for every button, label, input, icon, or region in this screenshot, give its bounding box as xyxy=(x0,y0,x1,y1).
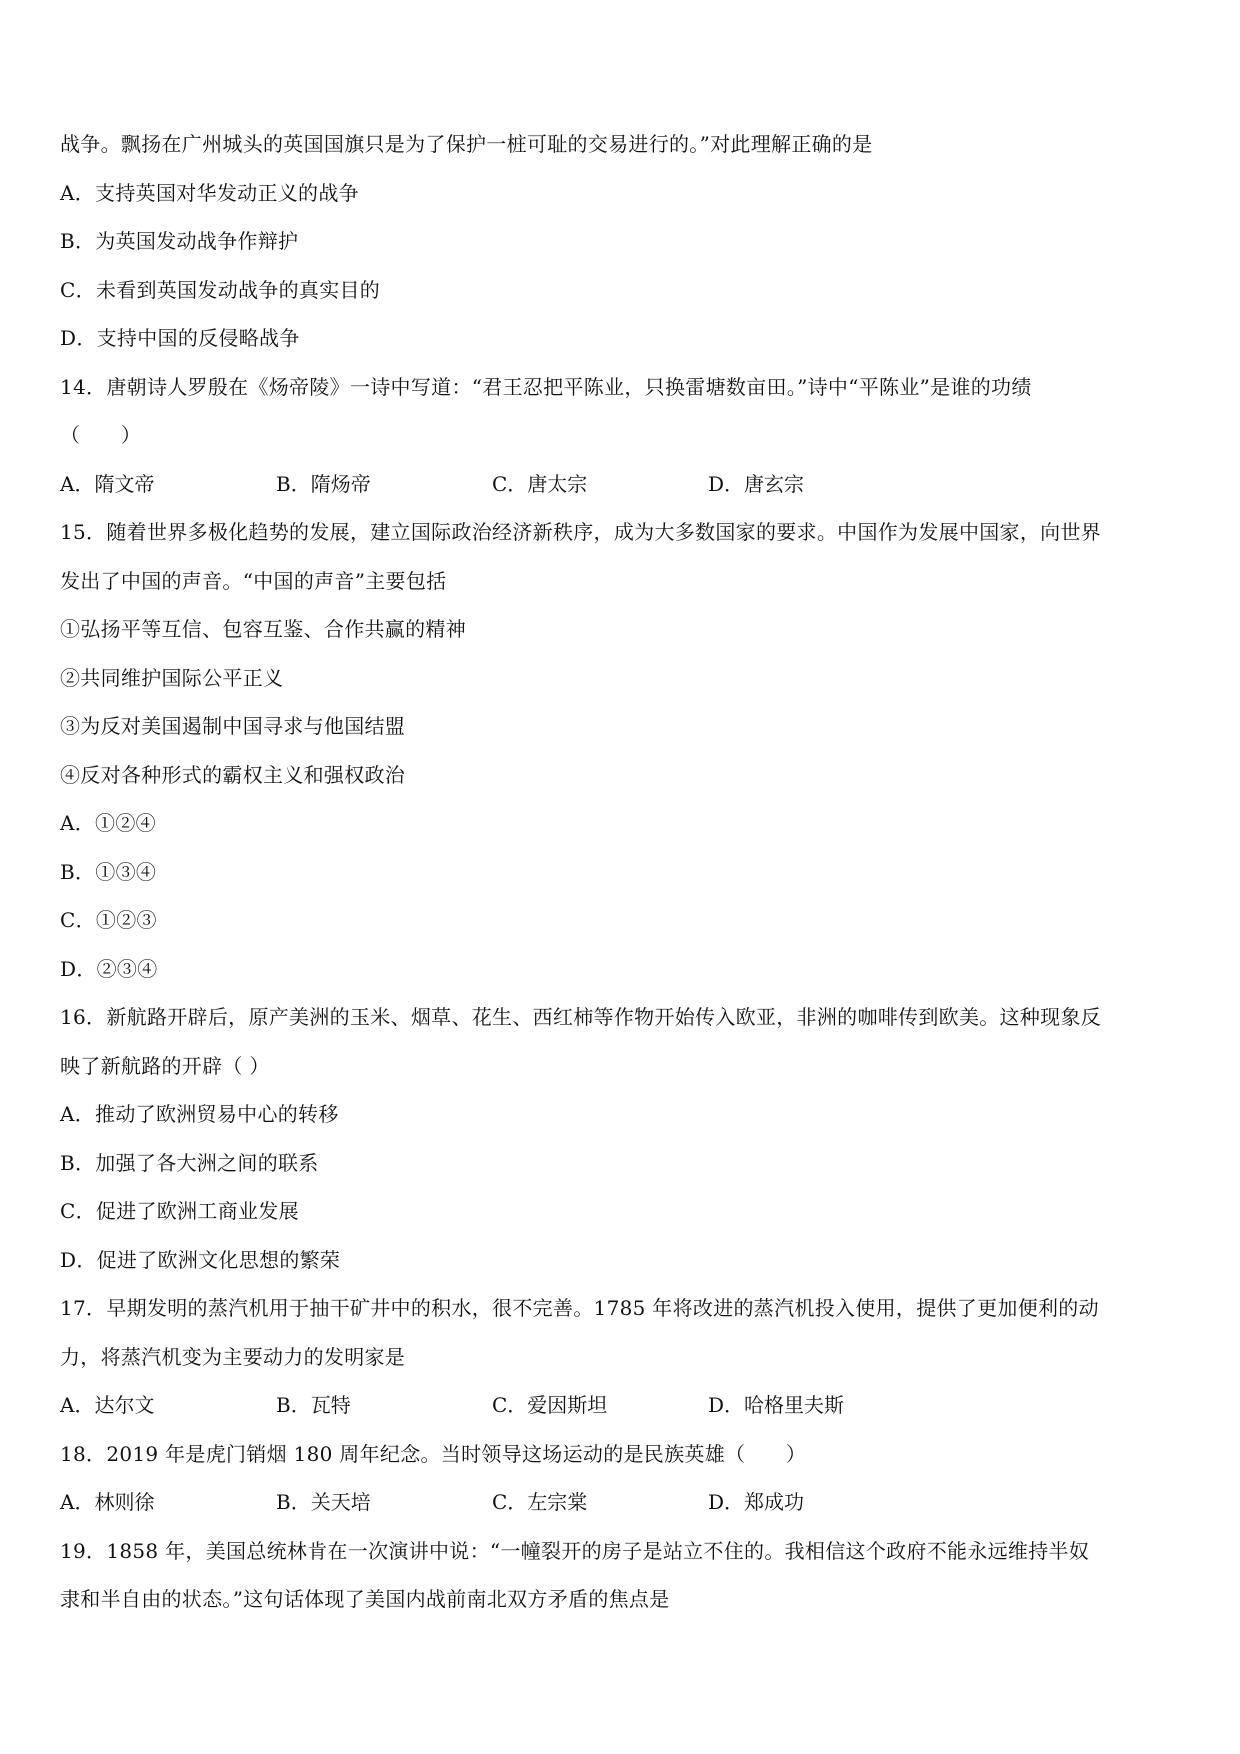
q14-stem-line1: 14．唐朝诗人罗殷在《炀帝陵》一诗中写道：“君王忍把平陈业，只换雷塘数亩田。”诗中“平陈业”是谁的功绩 xyxy=(60,375,1032,399)
q16-stem-line1: 16．新航路开辟后，原产美洲的玉米、烟草、花生、西红柿等作物开始传入欧亚，非洲的咖啡传到欧美。这种现象反 xyxy=(60,1005,1102,1029)
q14-stem-line2: （ ） xyxy=(60,423,142,447)
q14-option-a: A．隋文帝 xyxy=(60,472,155,496)
q15-option-d: D．②③④ xyxy=(60,957,158,981)
q18-option-b: B．关天培 xyxy=(276,1490,371,1514)
q17-option-d: D．哈格里夫斯 xyxy=(708,1393,845,1417)
q15-stem-line1: 15．随着世界多极化趋势的发展，建立国际政治经济新秩序，成为大多数国家的要求。中国作为发展中国家，向世界 xyxy=(60,520,1102,544)
q17-stem-line1: 17．早期发明的蒸汽机用于抽干矿井中的积水，很不完善。1785 年将改进的蒸汽机投入使用，提供了更加便利的动 xyxy=(60,1296,1099,1320)
q13-option-a: A．支持英国对华发动正义的战争 xyxy=(60,181,359,205)
q15-item-2: ②共同维护国际公平正义 xyxy=(60,666,284,690)
q18-stem-line1: 18．2019 年是虎门销烟 180 周年纪念。当时领导这场运动的是民族英雄（ ） xyxy=(60,1442,807,1466)
q17-stem-line2: 力，将蒸汽机变为主要动力的发明家是 xyxy=(60,1345,406,1369)
q18-option-d: D．郑成功 xyxy=(708,1490,805,1514)
q18-option-a: A．林则徐 xyxy=(60,1490,155,1514)
q15-option-a: A．①②④ xyxy=(60,811,156,835)
q17-option-b: B．瓦特 xyxy=(276,1393,351,1417)
q16-option-c: C．促进了欧洲工商业发展 xyxy=(60,1199,299,1223)
q15-stem-line2: 发出了中国的声音。“中国的声音”主要包括 xyxy=(60,569,447,593)
q18-option-c: C．左宗棠 xyxy=(492,1490,588,1514)
q14-option-b: B．隋炀帝 xyxy=(276,472,371,496)
q13-stem-tail: 战争。飘扬在广州城头的英国国旗只是为了保护一桩可耻的交易进行的。”对此理解正确的是 xyxy=(60,132,873,156)
q16-option-d: D．促进了欧洲文化思想的繁荣 xyxy=(60,1248,341,1272)
q15-option-b: B．①③④ xyxy=(60,860,157,884)
q19-stem-line1: 19．1858 年，美国总统林肯在一次演讲中说：“一幢裂开的房子是站立不住的。我相信这个政府不能永远维持半奴 xyxy=(60,1539,1090,1563)
q13-option-b: B．为英国发动战争作辩护 xyxy=(60,229,299,253)
q16-option-a: A．推动了欧洲贸易中心的转移 xyxy=(60,1102,339,1126)
q13-option-c: C．未看到英国发动战争的真实目的 xyxy=(60,278,381,302)
q14-option-c: C．唐太宗 xyxy=(492,472,588,496)
q19-stem-line2: 隶和半自由的状态。”这句话体现了美国内战前南北双方矛盾的焦点是 xyxy=(60,1587,670,1611)
q15-option-c: C．①②③ xyxy=(60,908,157,932)
q16-option-b: B．加强了各大洲之间的联系 xyxy=(60,1151,319,1175)
q17-option-c: C．爱因斯坦 xyxy=(492,1393,608,1417)
q16-stem-line2: 映了新航路的开辟（ ） xyxy=(60,1054,270,1078)
q15-item-4: ④反对各种形式的霸权主义和强权政治 xyxy=(60,763,406,787)
q15-item-3: ③为反对美国遏制中国寻求与他国结盟 xyxy=(60,714,406,738)
q14-option-d: D．唐玄宗 xyxy=(708,472,805,496)
q13-option-d: D．支持中国的反侵略战争 xyxy=(60,326,300,350)
q15-item-1: ①弘扬平等互信、包容互鉴、合作共赢的精神 xyxy=(60,617,466,641)
q17-option-a: A．达尔文 xyxy=(60,1393,155,1417)
